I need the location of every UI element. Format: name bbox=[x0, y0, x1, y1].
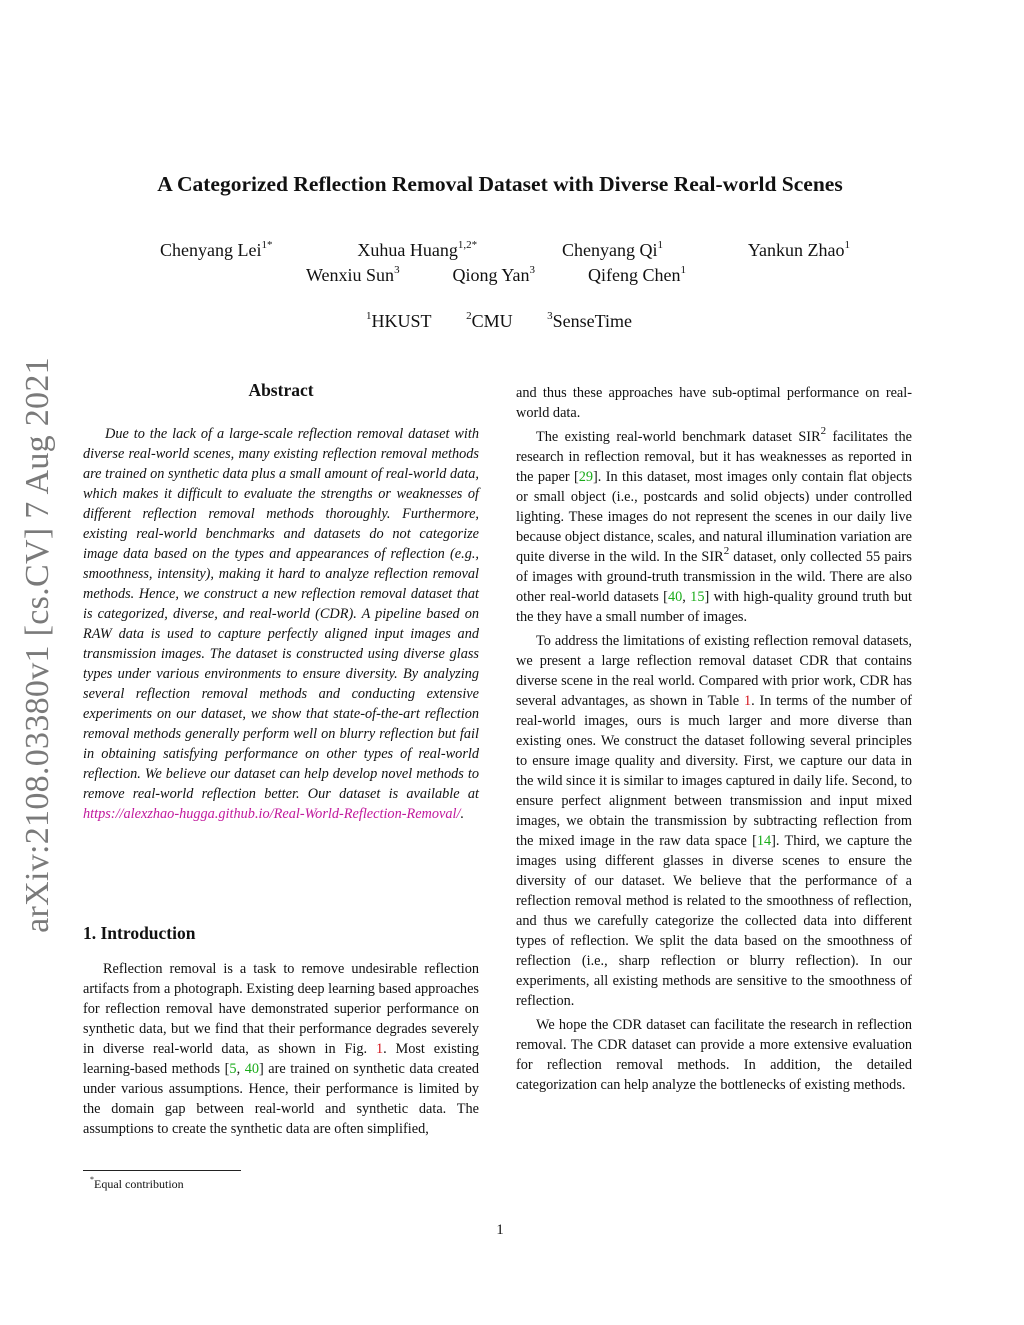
author: Qiong Yan$^3$ bbox=[452, 264, 536, 285]
citation-link[interactable]: 5 bbox=[229, 1061, 237, 1077]
citation-link[interactable]: 15 bbox=[690, 589, 705, 605]
paper-title: A Categorized Reflection Removal Dataset with Diverse Real-world Scenes bbox=[157, 172, 843, 196]
authors-row-2 bbox=[306, 265, 686, 286]
affiliations bbox=[366, 311, 632, 332]
footnote: *Equal contribution bbox=[90, 1175, 184, 1191]
author: Xuhua Huang$^{1,2*}$ bbox=[357, 239, 478, 260]
intro-paragraph-1: Reflection removal is a task to remove undesirable reflection artifacts from a photograph. Existing deep learning based approaches for reflection removal have demonstrated superior performance on synthetic data, but we find that their performance degrades severely in diverse real-world data, as shown in Fig. 1. Most existing learning-based methods [5, 40] are trained on synthetic data created under various assumptions. Hence, their performance is limited by the domain gap between real-world and synthetic data. The assumptions to create the synthetic data are often simplified, bbox=[83, 961, 480, 1137]
abstract-body bbox=[83, 424, 479, 824]
right-paragraph-2: To address the limitations of existing reflection removal datasets, we present a large reflection removal dataset CDR that contains diverse scene in the real world. Compared with prior work, CDR has several advantages, as shown in Table 1. In terms of the number of real-world images, ours is much larger and more diverse than existing ones. We construct the dataset following several principles to ensure image quality and diversity. First, we capture our data in the wild since it is similar to images captured in daily life. Second, to ensure perfect alignment between transmission and input mixed images, we obtain the transmission by subtracting reflection from the mixed image in the raw data space [14]. Third, we capture the images using different glasses in diverse scenes to ensure the diversity of our dataset. We believe that the performance of a reflection removal method is related to the smoothness of reflection, and thus we carefully categorize the collected data into different types of reflection. We split the data based on the smoothness of reflection (i.e., sharp reflection or blurry reflection). In our experiments, all existing methods are sensitive to the smoothness of reflection. bbox=[516, 633, 913, 1009]
introduction-body bbox=[83, 959, 479, 1139]
right-paragraph-3: We hope the CDR dataset can facilitate the research in reflection removal. The CDR dataset can provide a more extensive evaluation for reflection removal methods. In addition, the detailed categorization can help analyze the bottlenecks of existing methods. bbox=[516, 1017, 912, 1093]
abstract-heading: Abstract bbox=[248, 380, 314, 400]
authors-row-1 bbox=[160, 240, 850, 261]
author: Chenyang Qi$^1$ bbox=[561, 239, 663, 260]
abstract-paragraph: Due to the lack of a large-scale reflection removal dataset with diverse real-world scenes, many existing reflection removal methods are trained on synthetic data plus a small amount of real-world data, which makes it difficult to evaluate the strengths or weaknesses of different reflection removal methods thoroughly. Furthermore, existing real-world benchmarks and datasets do not categorize image data based on the types and appearances of reflection (e.g., smoothness, intensity), making it hard to analyze reflection removal methods. Hence, we construct a new reflection removal dataset that is categorized, diverse, and real-world (CDR). A pipeline based on RAW data is used to capture perfectly aligned input images and transmission images. The dataset is constructed using diverse glass types under various environments to ensure diversity. By analyzing several reflection removal methods and conducting extensive experiments on our dataset, we show that state-of-the-art reflection removal methods generally perform well on blurry reflection but fail in obtaining satisfying performance on other types of real-world reflection. We believe our dataset can help develop novel methods to remove real-world reflection better. Our dataset is available at https://alexzhao-hugga.github.io/Real-World-Reflection-Removal/. bbox=[83, 426, 479, 822]
citation-link[interactable]: 14 bbox=[756, 833, 772, 849]
citation-link[interactable]: 29 bbox=[578, 469, 594, 485]
affiliation: $^2$CMU bbox=[466, 310, 513, 331]
affiliation: $^1$HKUST bbox=[366, 310, 432, 331]
right-paragraph-0: and thus these approaches have sub-optimal performance on real-world data. bbox=[516, 385, 912, 421]
citation-link[interactable]: 40 bbox=[667, 589, 683, 605]
author: Yankun Zhao$^1$ bbox=[747, 239, 850, 260]
dataset-link[interactable]: https://alexzhao-hugga.github.io/Real-World-Reflection-Removal/ bbox=[83, 806, 461, 822]
page-number: 1 bbox=[496, 1222, 504, 1238]
author: Wenxiu Sun$^3$ bbox=[306, 264, 400, 285]
author: Chenyang Lei$^{1*}$ bbox=[160, 239, 273, 260]
affiliation: $^3$SenseTime bbox=[547, 310, 632, 331]
citation-link[interactable]: 40 bbox=[244, 1061, 259, 1077]
figure-reference[interactable]: 1 bbox=[375, 1041, 384, 1057]
right-paragraph-1: The existing real-world benchmark dataset SIR$^2$ facilitates the research in reflection removal, but it has weaknesses as reported in the paper [29]. In this dataset, most images only contain flat objects or small object (i.e., postcards and solid objects) under controlled lighting. These images do not represent the scenes in our daily live because object distance, scales, and natural illumination variation are quite diverse in the wild. In the SIR$^2$ dataset, only collected 55 pairs of images with ground-truth transmission in the wild. There are also other real-world datasets [40, 15] with high-quality ground truth but the they have a small number of images. bbox=[516, 425, 913, 625]
author: Qifeng Chen$^1$ bbox=[588, 264, 686, 285]
table-reference[interactable]: 1 bbox=[743, 693, 752, 709]
introduction-heading: 1. Introduction bbox=[83, 923, 196, 943]
arxiv-identifier-stamp: arXiv:2108.03380v1 [cs.CV] 7 Aug 2021 bbox=[19, 357, 56, 933]
right-column bbox=[516, 383, 912, 1095]
footnote-divider bbox=[83, 1170, 241, 1171]
